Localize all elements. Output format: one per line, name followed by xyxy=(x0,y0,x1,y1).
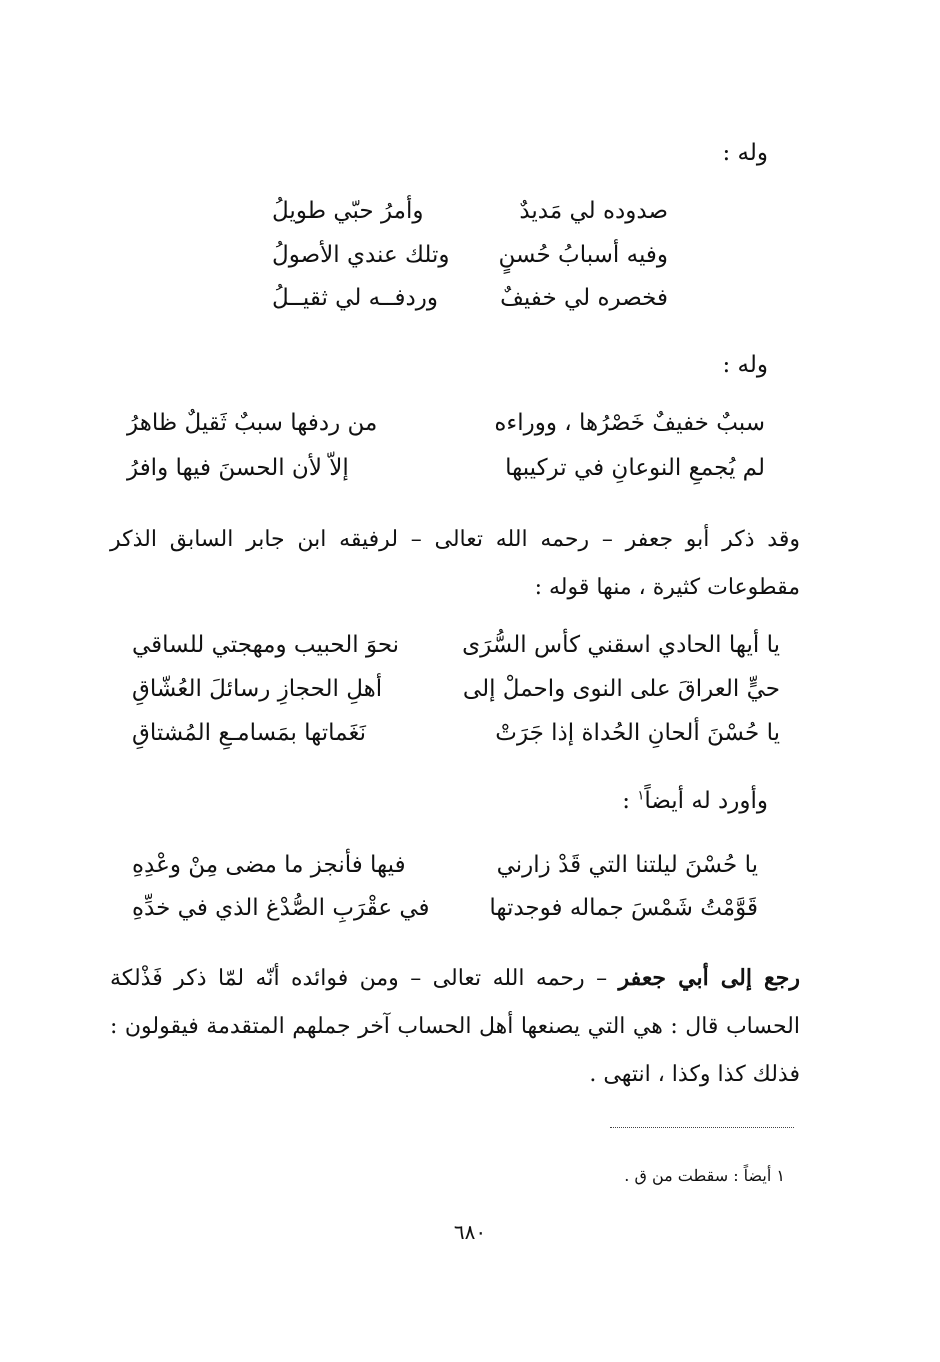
hemistich-first: فخصره لي خفيفٌ xyxy=(500,285,668,311)
footnote-marker: ١ xyxy=(637,788,645,804)
prose-paragraph-1: وقد ذكر أبو جعفر – رحمه الله تعالى – لرفيقه ابن جابر السابق الذكر مقطوعات كثيرة ، منها قوله : xyxy=(110,527,800,600)
poem1-verse-2 xyxy=(272,242,668,286)
poem4-verse-1 xyxy=(132,852,758,896)
footnote-divider xyxy=(610,1127,794,1128)
intro-colon: : xyxy=(622,788,638,814)
hemistich-second: في عقْرَبِ الصُّدْغ الذي في خدِّهِ xyxy=(132,895,430,921)
hemistich-second: أهلِ الحجازِ رسائلَ العُشّاقِ xyxy=(132,676,383,702)
hemistich-second: من ردفها سببٌ ثَقيلٌ ظاهرُ xyxy=(127,410,378,436)
prose-text: – رحمه الله تعالى – ومن فوائده أنّه لمّا ذكر فَذْلكة الحساب قال : هي التي يصنعها أهل الحساب آخر جملهم المتقدمة فيقولون : فذلك كذا وكذا ، انتهى . xyxy=(110,966,800,1087)
intro-heading-2: وله : xyxy=(722,352,768,378)
poem3-verse-3 xyxy=(132,720,780,764)
hemistich-first: يا حُسْنَ ليلتنا التي قَدْ زارني xyxy=(496,852,758,878)
footnote: ١ أيضاً : سقطت من ق . xyxy=(624,1166,785,1185)
poem2-verse-1 xyxy=(127,410,765,454)
hemistich-first: سببٌ خفيفٌ خَصْرُها ، ووراءه xyxy=(494,410,765,436)
hemistich-first: وفيه أسبابُ حُسنٍ xyxy=(498,242,668,268)
intro-text: وأورد له أيضاً xyxy=(644,788,768,814)
hemistich-second: نَغَماتها بمَسامـعِ المُشتاقِ xyxy=(132,720,366,746)
hemistich-first: حيٍّ العراقَ على النوى واحملْ إلى xyxy=(462,676,780,702)
poem1-verse-3 xyxy=(272,285,668,329)
hemistich-second: نحوَ الحبيب ومهجتي للساقي xyxy=(132,632,400,658)
poem4-verse-2 xyxy=(132,895,758,939)
hemistich-second: وأمرُ حبّي طويلُ xyxy=(272,198,424,224)
hemistich-first: يا حُسْنَ ألحانِ الحُداة إذا جَرَتْ xyxy=(495,720,780,746)
page-number: ٦٨٠ xyxy=(453,1220,487,1244)
poem3-verse-2 xyxy=(132,676,780,720)
intro-heading-1: وله : xyxy=(722,140,768,166)
poem3-verse-1 xyxy=(132,632,780,676)
hemistich-first: لم يُجمعِ النوعانِ في تركيبها xyxy=(505,455,765,481)
hemistich-second: إلاّ لأن الحسنَ فيها وافرُ xyxy=(127,455,349,481)
hemistich-second: وردفــه لي ثقيــلُ xyxy=(272,285,438,311)
intro-heading-3 xyxy=(622,788,768,814)
hemistich-second: وتلك عندي الأصولُ xyxy=(272,242,450,268)
hemistich-second: فيها فأنجز ما مضى مِنْ وعْدِهِ xyxy=(132,852,406,878)
section-lead-bold: رجع إلى أبي جعفر xyxy=(618,965,800,991)
hemistich-first: صدوده لي مَديدٌ xyxy=(519,198,668,224)
prose-paragraph-2 xyxy=(110,954,800,1099)
hemistich-first: يا أيها الحادي اسقني كأس السُّرَى xyxy=(462,632,780,658)
poem1-verse-1 xyxy=(272,198,668,242)
poem2-verse-2 xyxy=(127,455,765,499)
hemistich-first: قَوَّمْتُ شَمْسَ جماله فوجدتها xyxy=(489,895,758,921)
